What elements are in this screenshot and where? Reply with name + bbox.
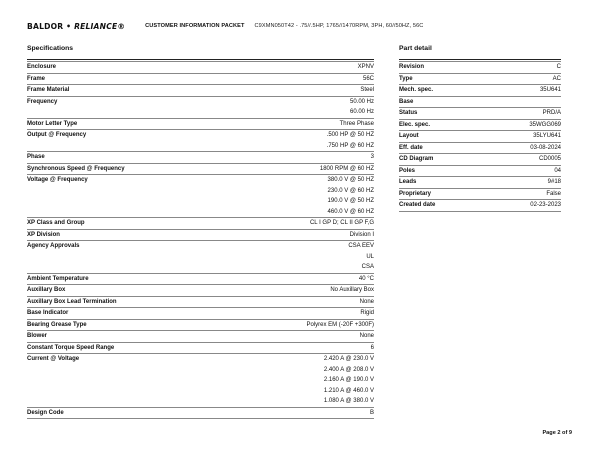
row-value: Division I [227,229,374,241]
table-row [27,130,374,141]
row-value: None [227,296,374,308]
row-value: Rigid [227,308,374,320]
row-label [27,396,227,407]
row-value: CL I GP D; CL II GP F,G [227,218,374,230]
part-detail-title: Part detail [399,45,432,52]
row-value: 9#18 [479,177,561,189]
model-description: C9XMN050T42 - .75//.5HP, 1765//1470RPM, 3PH, 60//50HZ, 56C [254,23,424,29]
table-row [27,96,374,107]
row-label: Auxillary Box Lead Termination [27,296,227,308]
row-value: AC [479,73,561,85]
row-value: CD0005 [479,154,561,166]
table-row [27,354,374,365]
row-label: Phase [27,152,227,164]
row-value: 04 [479,165,561,177]
table-row [27,107,374,118]
table-row [399,73,561,85]
table-row [27,319,374,331]
table-row [27,73,374,85]
row-value: .750 HP @ 60 HZ [326,142,374,149]
table-row [399,177,561,189]
row-label [27,365,227,376]
row-label: Enclosure [27,62,227,74]
table-row [27,296,374,308]
row-value: 02-23-2023 [479,200,561,212]
row-value: None [227,331,374,343]
row-value: 1800 RPM @ 60 HZ [227,163,374,175]
table-row [27,196,374,207]
table-row [27,85,374,97]
table-row [27,308,374,320]
table-row [27,62,374,74]
table-row [27,163,374,175]
logo-brand-text: BALDOR [27,21,64,31]
row-value: PRD/A [479,108,561,120]
row-label [27,252,227,263]
row-label: CD Diagram [399,154,479,166]
row-label: Frame [27,73,227,85]
row-label: Auxillary Box [27,285,227,297]
row-label: Motor Letter Type [27,118,227,130]
table-row [27,118,374,130]
row-value: 2.420 A @ 230.0 V [227,354,374,365]
row-value: 2.160 A @ 190.0 V [323,377,374,383]
table-row [399,131,561,143]
row-label [27,375,227,386]
row-value: 2.400 A @ 208.0 V [323,366,374,373]
row-label [27,107,227,118]
table-row [399,154,561,166]
table-row [27,152,374,164]
row-label: Agency Approvals [27,241,227,252]
row-label [27,386,227,397]
logo-sub-text: RELIANCE [74,21,118,31]
row-value: 60.00 Hz [349,109,374,115]
row-label: Frame Material [27,85,227,97]
row-value: 03-08-2024 [479,142,561,154]
row-label: Ambient Temperature [27,273,227,285]
table-row [27,273,374,285]
row-label: Elec. spec. [399,119,479,131]
table-row [399,62,561,74]
table-row [399,165,561,177]
logo-mark: ® [117,21,126,31]
row-label: Type [399,73,479,85]
table-row [399,85,561,97]
row-value: No Auxillary Box [227,285,374,297]
row-label: Blower [27,331,227,343]
row-value: CSA EEV [227,241,374,252]
table-row [27,175,374,186]
row-value: Three Phase [227,118,374,130]
table-row [27,365,374,376]
row-label: Frequency [27,96,227,107]
row-value: 380.0 V @ 50 HZ [227,175,374,186]
row-label: Base Indicator [27,308,227,320]
row-label [27,186,227,197]
row-label [27,262,227,273]
table-row [27,285,374,297]
table-row [27,331,374,343]
page-number: Page 2 of 9 [542,430,572,436]
part-detail-table [399,61,561,212]
table-row [27,229,374,241]
row-value: C [479,62,561,74]
logo-separator: • [63,21,75,31]
row-value: 56C [227,73,374,85]
row-value: 6 [227,342,374,354]
row-label: Eff. date [399,142,479,154]
specifications-title: Specifications [27,45,74,52]
row-label: Output @ Frequency [27,130,227,141]
row-label: Created date [399,200,479,212]
table-row [27,386,374,397]
row-label: Layout [399,131,479,143]
table-row [399,96,561,108]
table-row [27,252,374,263]
row-value: 35WGG069 [479,119,561,131]
table-row [399,188,561,200]
row-label: Poles [399,165,479,177]
brand-logo [27,22,125,31]
row-label [27,141,227,152]
table-row [27,396,374,407]
table-row [27,186,374,197]
row-value: 50.00 Hz [227,96,374,107]
row-label [27,196,227,207]
row-label: Synchronous Speed @ Frequency [27,163,227,175]
table-row [399,108,561,120]
row-label: Current @ Voltage [27,354,227,365]
row-value: 35LYU641 [479,131,561,143]
row-label: Leads [399,177,479,189]
table-row [27,407,374,419]
table-row [27,141,374,152]
table-row [27,262,374,273]
row-label: XP Division [27,229,227,241]
specifications-rule [27,59,374,60]
specifications-table [27,61,374,419]
table-row [27,207,374,218]
packet-title: CUSTOMER INFORMATION PACKET [145,23,245,29]
table-row [27,218,374,230]
table-row [399,200,561,212]
row-value: False [479,188,561,200]
row-value: 3 [227,152,374,164]
document-header [27,20,423,32]
row-value: 1.080 A @ 380.0 V [323,398,374,404]
row-label: Proprietary [399,188,479,200]
part-detail-rule [399,59,561,60]
table-row [399,142,561,154]
row-label: Revision [399,62,479,74]
row-label: Voltage @ Frequency [27,175,227,186]
table-row [27,342,374,354]
row-value: B [227,407,374,419]
row-value: UL [366,253,374,260]
row-label: Status [399,108,479,120]
row-label: Bearing Grease Type [27,319,227,331]
table-row [399,119,561,131]
row-value: 230.0 V @ 60 HZ [327,187,374,194]
row-value: .500 HP @ 50 HZ [227,130,374,141]
row-value: XPNV [227,62,374,74]
row-label: Design Code [27,407,227,419]
row-value: 40 °C [227,273,374,285]
row-value: 190.0 V @ 50 HZ [327,198,374,204]
row-value: CSA [361,264,374,270]
row-label: Base [399,96,479,108]
row-value: Polyrex EM (-20F +300F) [227,319,374,331]
row-label [27,207,227,218]
row-label: Constant Torque Speed Range [27,342,227,354]
row-label: Mech. spec. [399,85,479,97]
table-row [27,375,374,386]
row-value: 1.210 A @ 460.0 V [323,387,374,394]
row-label: XP Class and Group [27,218,227,230]
table-row [27,241,374,252]
row-value: 460.0 V @ 60 HZ [327,208,374,215]
row-value [479,96,561,108]
row-value: Steel [227,85,374,97]
row-value: 35U641 [479,85,561,97]
